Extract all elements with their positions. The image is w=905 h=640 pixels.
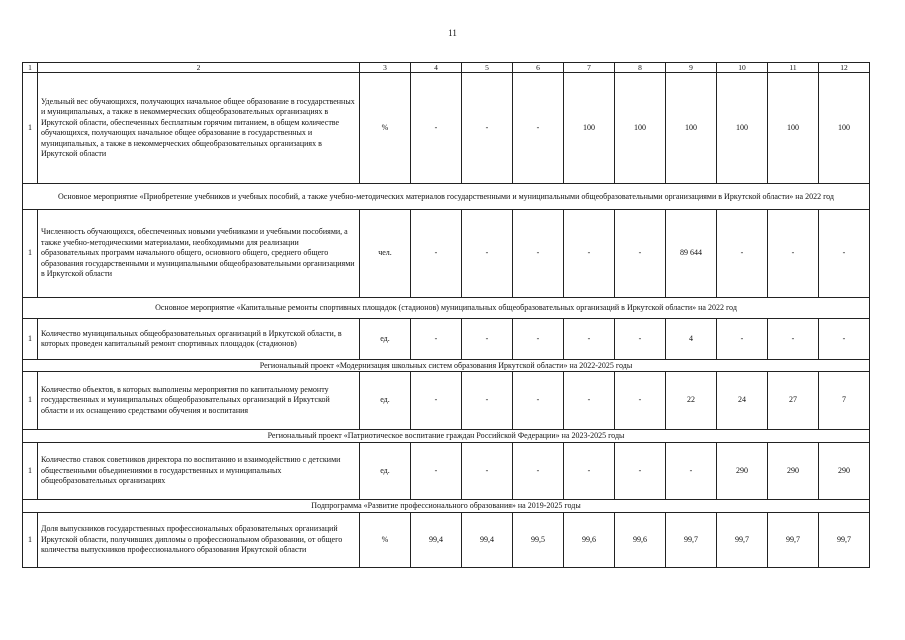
value-cell: 100 xyxy=(819,73,870,184)
value-cell: - xyxy=(462,210,513,298)
value-cell: 99,6 xyxy=(564,513,615,568)
unit-cell: чел. xyxy=(360,210,411,298)
value-cell: - xyxy=(564,443,615,500)
value-cell: 99,5 xyxy=(513,513,564,568)
indicator-name: Доля выпускников государственных профессиональных образовательных организаций Иркутской области, получивших дипломы о профессиональном образовании, от общего количества выпускников профессионального образования Иркутской области xyxy=(38,513,360,568)
value-cell: - xyxy=(411,319,462,360)
header-cell: 10 xyxy=(717,63,768,73)
section-row xyxy=(23,500,870,513)
value-cell: - xyxy=(513,210,564,298)
section-row xyxy=(23,430,870,443)
value-cell: - xyxy=(513,73,564,184)
indicator-name: Количество муниципальных общеобразовательных организаций в Иркутской области, в которых проведен капитальный ремонт спортивных площадок (стадионов) xyxy=(38,319,360,360)
unit-cell: ед. xyxy=(360,319,411,360)
value-cell: 22 xyxy=(666,372,717,430)
indicators-table xyxy=(22,62,870,568)
section-title: Подпрограмма «Развитие профессионального образования» на 2019-2025 годы xyxy=(23,500,870,513)
unit-cell: ед. xyxy=(360,443,411,500)
value-cell: 99,4 xyxy=(411,513,462,568)
value-cell: 99,7 xyxy=(768,513,819,568)
value-cell: 290 xyxy=(819,443,870,500)
unit-cell: % xyxy=(360,73,411,184)
table-row xyxy=(23,443,870,500)
header-cell: 4 xyxy=(411,63,462,73)
section-row xyxy=(23,298,870,319)
value-cell: - xyxy=(462,319,513,360)
table-row xyxy=(23,73,870,184)
value-cell: 7 xyxy=(819,372,870,430)
unit-cell: % xyxy=(360,513,411,568)
table-row xyxy=(23,513,870,568)
value-cell: - xyxy=(819,210,870,298)
value-cell: - xyxy=(513,443,564,500)
value-cell: - xyxy=(666,443,717,500)
value-cell: - xyxy=(768,210,819,298)
value-cell: 100 xyxy=(717,73,768,184)
header-cell: 7 xyxy=(564,63,615,73)
value-cell: 100 xyxy=(666,73,717,184)
row-number: 1 xyxy=(23,319,38,360)
section-row xyxy=(23,184,870,210)
value-cell: - xyxy=(411,443,462,500)
value-cell: 290 xyxy=(768,443,819,500)
row-number: 1 xyxy=(23,443,38,500)
value-cell: - xyxy=(819,319,870,360)
header-cell: 12 xyxy=(819,63,870,73)
unit-cell: ед. xyxy=(360,372,411,430)
value-cell: - xyxy=(513,319,564,360)
page-number: 11 xyxy=(448,28,457,38)
header-row xyxy=(23,63,870,73)
value-cell: 27 xyxy=(768,372,819,430)
section-title: Региональный проект «Патриотическое воспитание граждан Российской Федерации» на 2023-2025 годы xyxy=(23,430,870,443)
table-row xyxy=(23,372,870,430)
value-cell: - xyxy=(411,372,462,430)
value-cell: - xyxy=(462,73,513,184)
table-row xyxy=(23,210,870,298)
value-cell: - xyxy=(564,319,615,360)
section-row xyxy=(23,360,870,372)
value-cell: - xyxy=(513,372,564,430)
section-title: Региональный проект «Модернизация школьных систем образования Иркутской области» на 2022-2025 годы xyxy=(23,360,870,372)
value-cell: - xyxy=(411,73,462,184)
value-cell: - xyxy=(564,372,615,430)
value-cell: 24 xyxy=(717,372,768,430)
value-cell: 100 xyxy=(615,73,666,184)
value-cell: 99,6 xyxy=(615,513,666,568)
indicator-name: Количество объектов, в которых выполнены мероприятия по капитальному ремонту государственных и муниципальных общеобразовательных организаций в Иркутской области и их оснащению средствами обучения и воспитания xyxy=(38,372,360,430)
table-row xyxy=(23,319,870,360)
value-cell: 4 xyxy=(666,319,717,360)
value-cell: - xyxy=(615,372,666,430)
section-title: Основное мероприятие «Приобретение учебников и учебных пособий, а также учебно-методических материалов государственными и муниципальными общеобразовательными организациями в Иркутской области» на 2022 год xyxy=(23,184,870,210)
value-cell: - xyxy=(411,210,462,298)
value-cell: - xyxy=(768,319,819,360)
header-cell: 6 xyxy=(513,63,564,73)
header-cell: 1 xyxy=(23,63,38,73)
value-cell: 89 644 xyxy=(666,210,717,298)
value-cell: - xyxy=(717,210,768,298)
value-cell: - xyxy=(717,319,768,360)
value-cell: 99,7 xyxy=(819,513,870,568)
row-number: 1 xyxy=(23,210,38,298)
header-cell: 3 xyxy=(360,63,411,73)
value-cell: 290 xyxy=(717,443,768,500)
header-cell: 8 xyxy=(615,63,666,73)
value-cell: - xyxy=(564,210,615,298)
indicator-name: Численность обучающихся, обеспеченных новыми учебниками и учебными пособиями, а также учебно-методическими материалами, необходимыми для реализации образовательных программ начального общего, основного общего, среднего общего образования государственными и муниципальными общеобразовательными организациями в Иркутской области xyxy=(38,210,360,298)
section-title: Основное мероприятие «Капитальные ремонты спортивных площадок (стадионов) муниципальных общеобразовательных организаций в Иркутской области» на 2022 год xyxy=(23,298,870,319)
indicator-name: Удельный вес обучающихся, получающих начальное общее образование в государственных и муниципальных, а также в некоммерческих общеобразовательных организациях в Иркутской области, обеспеченных бесплатным горячим питанием, в общем количестве обучающихся, получающих начальное общее образование в государственных и муниципальных, а также в некоммерческих общеобразовательных организациях в Иркутской области xyxy=(38,73,360,184)
value-cell: - xyxy=(462,443,513,500)
value-cell: - xyxy=(615,210,666,298)
header-cell: 11 xyxy=(768,63,819,73)
value-cell: - xyxy=(462,372,513,430)
header-cell: 9 xyxy=(666,63,717,73)
indicator-name: Количество ставок советников директора по воспитанию и взаимодействию с детскими общественными объединениями в государственных и муниципальных общеобразовательных организациях xyxy=(38,443,360,500)
value-cell: 99,4 xyxy=(462,513,513,568)
row-number: 1 xyxy=(23,73,38,184)
value-cell: - xyxy=(615,319,666,360)
value-cell: 100 xyxy=(768,73,819,184)
value-cell: 100 xyxy=(564,73,615,184)
header-cell: 2 xyxy=(38,63,360,73)
value-cell: 99,7 xyxy=(717,513,768,568)
value-cell: 99,7 xyxy=(666,513,717,568)
row-number: 1 xyxy=(23,372,38,430)
row-number: 1 xyxy=(23,513,38,568)
value-cell: - xyxy=(615,443,666,500)
header-cell: 5 xyxy=(462,63,513,73)
